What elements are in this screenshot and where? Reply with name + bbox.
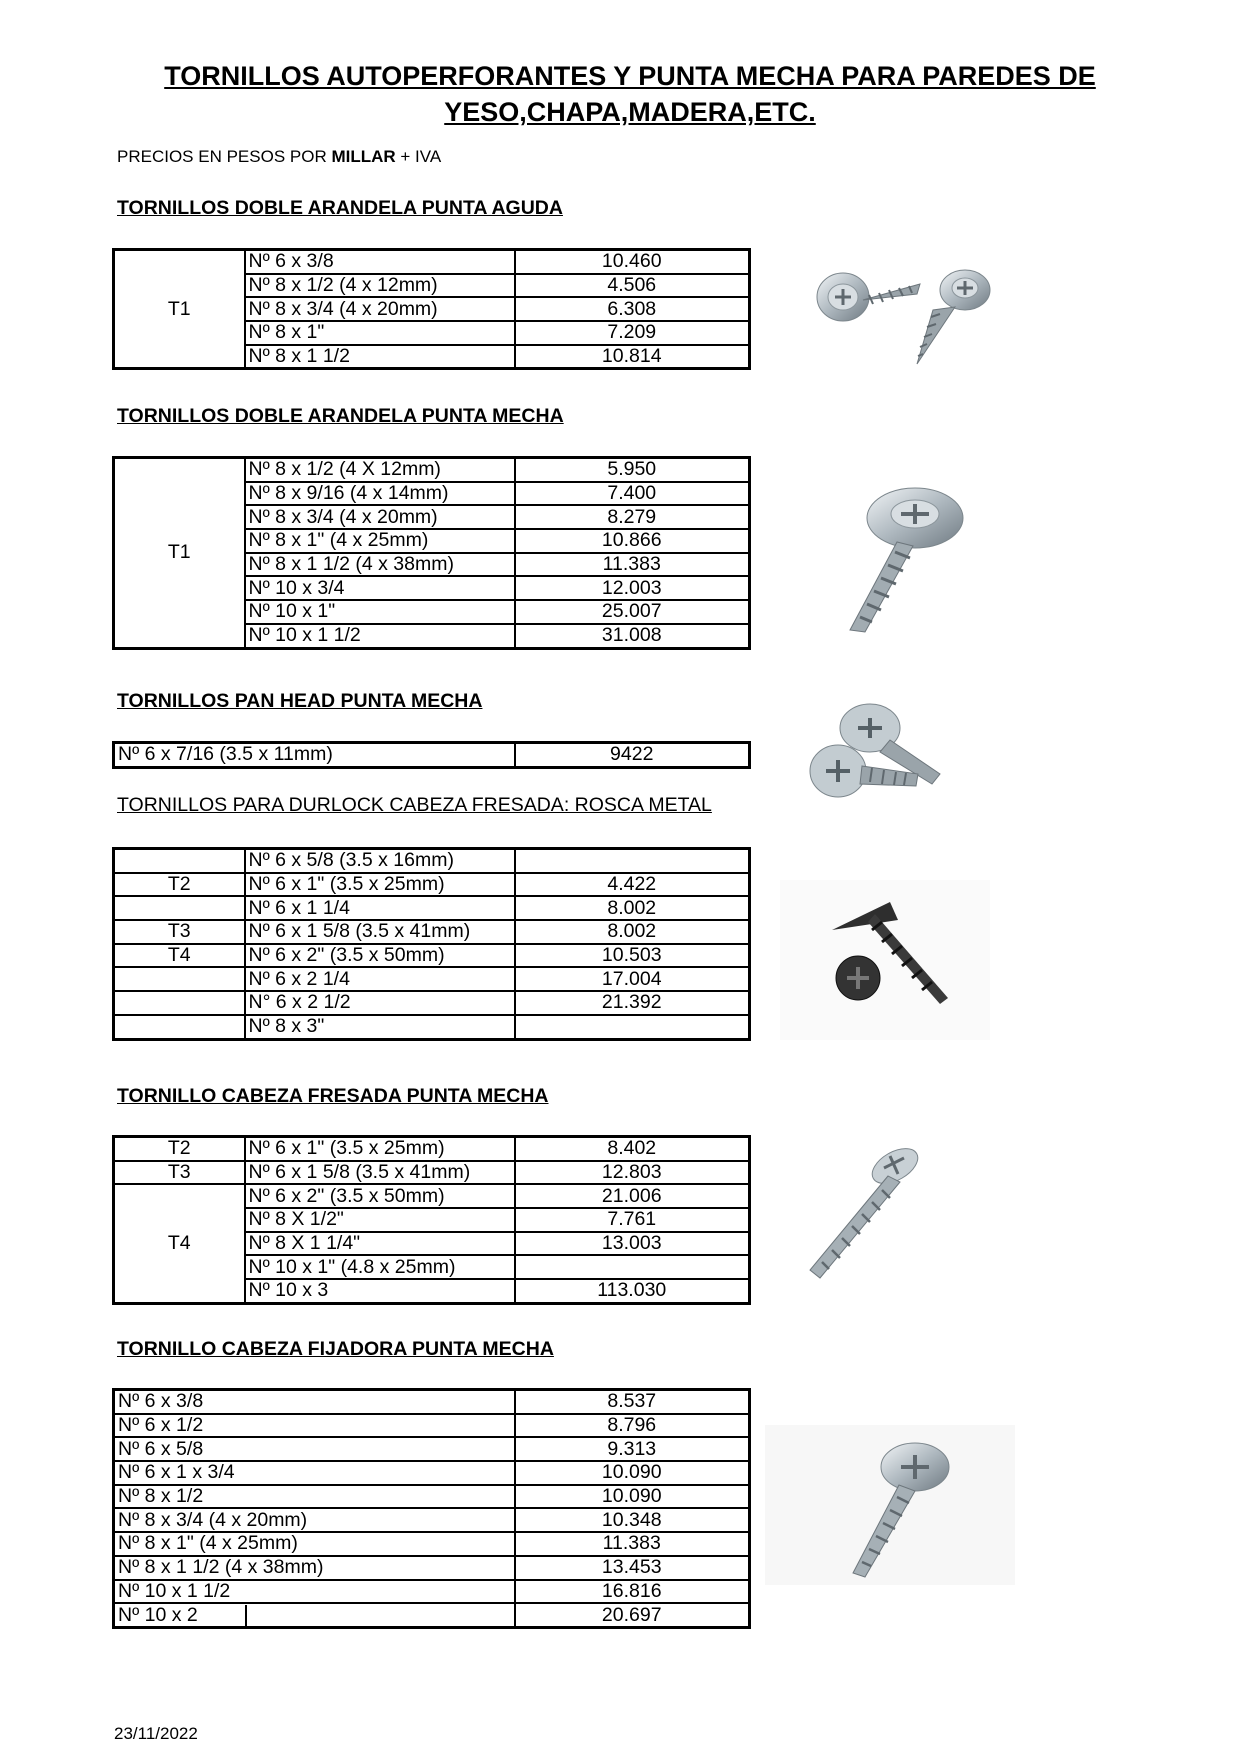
- price-cell: 10.348: [515, 1508, 750, 1532]
- table-row: [114, 1580, 750, 1604]
- size-cell: Nº 6 x 5/8: [114, 1437, 515, 1461]
- size-cell: Nº 10 x 1 1/2: [245, 624, 515, 648]
- type-code: [114, 967, 245, 991]
- table-row: [114, 1184, 750, 1208]
- price-cell: 8.002: [515, 896, 750, 920]
- price-table: [112, 248, 751, 370]
- price-cell: 7.209: [515, 321, 750, 345]
- section-heading: TORNILLO CABEZA FIJADORA PUNTA MECHA: [117, 1338, 554, 1360]
- price-cell: [515, 849, 750, 873]
- table-row: [114, 1603, 750, 1627]
- size-cell: Nº 8 x 9/16 (4 x 14mm): [245, 482, 515, 506]
- price-table: [112, 1388, 751, 1629]
- type-code: T3: [114, 920, 245, 944]
- wafer-head-sharp-point-screws-image: [805, 262, 1005, 372]
- section-heading: TORNILLOS PAN HEAD PUNTA MECHA: [117, 690, 483, 712]
- size-cell: Nº 8 x 1/2 (4 x 12mm): [245, 274, 515, 298]
- price-cell: 7.400: [515, 482, 750, 506]
- type-code: [114, 849, 245, 873]
- size-cell: Nº 6 x 2" (3.5 x 50mm): [245, 944, 515, 968]
- size-cell: Nº 10 x 3: [245, 1279, 515, 1303]
- type-code: T2: [114, 873, 245, 897]
- size-cell: Nº 8 x 1/2: [114, 1485, 515, 1509]
- price-cell: 8.402: [515, 1137, 750, 1161]
- section-heading: TORNILLOS DOBLE ARANDELA PUNTA MECHA: [117, 405, 564, 427]
- size-cell: Nº 8 x 1": [245, 321, 515, 345]
- size-cell: Nº 10 x 1": [245, 600, 515, 624]
- price-cell: 10.503: [515, 944, 750, 968]
- table-row: [114, 873, 750, 897]
- table-row: [114, 1532, 750, 1556]
- section-heading: TORNILLOS DOBLE ARANDELA PUNTA AGUDA: [117, 197, 563, 219]
- price-cell: 25.007: [515, 600, 750, 624]
- table-row: [114, 1414, 750, 1438]
- size-cell: Nº 6 x 1 x 3/4: [114, 1461, 515, 1485]
- type-code: T1: [114, 458, 245, 649]
- price-cell: 8.279: [515, 505, 750, 529]
- price-cell: 4.422: [515, 873, 750, 897]
- table-row: [114, 1161, 750, 1185]
- price-cell: 12.003: [515, 576, 750, 600]
- price-cell: 8.796: [515, 1414, 750, 1438]
- countersunk-drill-point-screw-image: [780, 1140, 940, 1300]
- price-cell: 7.761: [515, 1208, 750, 1232]
- size-cell: Nº 6 x 1 5/8 (3.5 x 41mm): [245, 920, 515, 944]
- table-row: [114, 1137, 750, 1161]
- size-cell: Nº 10 x 1" (4.8 x 25mm): [245, 1255, 515, 1279]
- price-cell: 20.697: [515, 1603, 750, 1627]
- price-cell: [515, 1015, 750, 1039]
- drywall-black-screw-image: [780, 880, 990, 1040]
- price-cell: 10.090: [515, 1485, 750, 1509]
- table-row: [114, 920, 750, 944]
- type-code: T3: [114, 1161, 245, 1185]
- section-heading: TORNILLO CABEZA FRESADA PUNTA MECHA: [117, 1085, 549, 1107]
- size-cell: Nº 6 x 2 1/4: [245, 967, 515, 991]
- size-cell: Nº 6 x 3/8: [114, 1390, 515, 1414]
- size-cell: Nº 10 x 3/4: [245, 576, 515, 600]
- price-cell: 113.030: [515, 1279, 750, 1303]
- size-cell: N° 6 x 2 1/2: [245, 991, 515, 1015]
- price-cell: 21.006: [515, 1184, 750, 1208]
- size-cell: Nº 8 x 1" (4 x 25mm): [114, 1532, 515, 1556]
- price-cell: 6.308: [515, 297, 750, 321]
- price-cell: 21.392: [515, 991, 750, 1015]
- table-row: [114, 896, 750, 920]
- price-cell: 10.866: [515, 529, 750, 553]
- price-cell: 10.460: [515, 250, 750, 274]
- price-cell: [515, 1255, 750, 1279]
- size-cell: Nº 6 x 2" (3.5 x 50mm): [245, 1184, 515, 1208]
- type-code: [114, 991, 245, 1015]
- size-cell: Nº 8 x 3/4 (4 x 20mm): [114, 1508, 515, 1532]
- size-cell: Nº 6 x 1" (3.5 x 25mm): [245, 1137, 515, 1161]
- table-row: [114, 944, 750, 968]
- size-cell: Nº 8 x 1 1/2 (4 x 38mm): [245, 553, 515, 577]
- price-cell: 4.506: [515, 274, 750, 298]
- price-cell: 11.383: [515, 553, 750, 577]
- size-cell: Nº 8 x 3/4 (4 x 20mm): [245, 505, 515, 529]
- table-row: [114, 250, 750, 274]
- price-table: [112, 1135, 751, 1305]
- size-cell: Nº 8 x 3": [245, 1015, 515, 1039]
- type-code: T2: [114, 1137, 245, 1161]
- price-cell: 13.453: [515, 1556, 750, 1580]
- price-cell: 9.313: [515, 1437, 750, 1461]
- table-row: [114, 849, 750, 873]
- price-note: PRECIOS EN PESOS POR MILLAR + IVA: [117, 147, 442, 166]
- price-cell: 10.090: [515, 1461, 750, 1485]
- price-cell: 8.002: [515, 920, 750, 944]
- type-code: [114, 1015, 245, 1039]
- price-cell: 11.383: [515, 1532, 750, 1556]
- price-cell: 12.803: [515, 1161, 750, 1185]
- table-row: [114, 1015, 750, 1039]
- size-cell: Nº 8 X 1/2": [245, 1208, 515, 1232]
- price-cell: 5.950: [515, 458, 750, 482]
- type-code: T4: [114, 1184, 245, 1303]
- size-cell: Nº 10 x 2: [114, 1603, 515, 1627]
- type-code: T4: [114, 944, 245, 968]
- table-row: [114, 1461, 750, 1485]
- size-cell: Nº 6 x 1/2: [114, 1414, 515, 1438]
- table-row: [114, 1485, 750, 1509]
- price-cell: 17.004: [515, 967, 750, 991]
- price-table: [112, 847, 751, 1041]
- table-row: [114, 743, 750, 768]
- price-cell: 13.003: [515, 1232, 750, 1256]
- size-cell: Nº 6 x 5/8 (3.5 x 16mm): [245, 849, 515, 873]
- size-cell: Nº 6 x 7/16 (3.5 x 11mm): [114, 743, 515, 768]
- pan-head-drill-point-screws-image: [800, 696, 950, 811]
- size-cell: Nº 6 x 1 1/4: [245, 896, 515, 920]
- size-cell: Nº 8 x 3/4 (4 x 20mm): [245, 297, 515, 321]
- size-cell: Nº 6 x 1" (3.5 x 25mm): [245, 873, 515, 897]
- size-cell: Nº 6 x 1 5/8 (3.5 x 41mm): [245, 1161, 515, 1185]
- page-title: TORNILLOS AUTOPERFORANTES Y PUNTA MECHA PARA PAREDES DE YESO,CHAPA,MADERA,ETC.: [164, 61, 1096, 127]
- size-cell: Nº 8 x 1/2 (4 X 12mm): [245, 458, 515, 482]
- size-cell: Nº 8 x 1 1/2 (4 x 38mm): [114, 1556, 515, 1580]
- wafer-head-drill-point-screw-image: [815, 480, 975, 640]
- document-date: 23/11/2022: [114, 1724, 198, 1743]
- size-cell: Nº 8 x 1" (4 x 25mm): [245, 529, 515, 553]
- type-code: T1: [114, 250, 245, 369]
- table-row: [114, 991, 750, 1015]
- price-cell: 8.537: [515, 1390, 750, 1414]
- table-row: [114, 458, 750, 482]
- price-cell: 9422: [515, 743, 750, 768]
- size-cell: Nº 8 x 1 1/2: [245, 345, 515, 369]
- price-table: [112, 741, 751, 769]
- size-cell: Nº 8 X 1 1/4": [245, 1232, 515, 1256]
- price-cell: 16.816: [515, 1580, 750, 1604]
- price-cell: 10.814: [515, 345, 750, 369]
- size-cell: Nº 6 x 3/8: [245, 250, 515, 274]
- table-row: [114, 1437, 750, 1461]
- price-table: [112, 456, 751, 650]
- section-heading: TORNILLOS PARA DURLOCK CABEZA FRESADA: ROSCA METAL: [117, 794, 712, 816]
- pan-framing-drill-point-screw-image: [765, 1425, 1015, 1585]
- type-code: [114, 896, 245, 920]
- price-cell: 31.008: [515, 624, 750, 648]
- table-row: [114, 1390, 750, 1414]
- table-row: [114, 1508, 750, 1532]
- table-row: [114, 967, 750, 991]
- table-row: [114, 1556, 750, 1580]
- size-cell: Nº 10 x 1 1/2: [114, 1580, 515, 1604]
